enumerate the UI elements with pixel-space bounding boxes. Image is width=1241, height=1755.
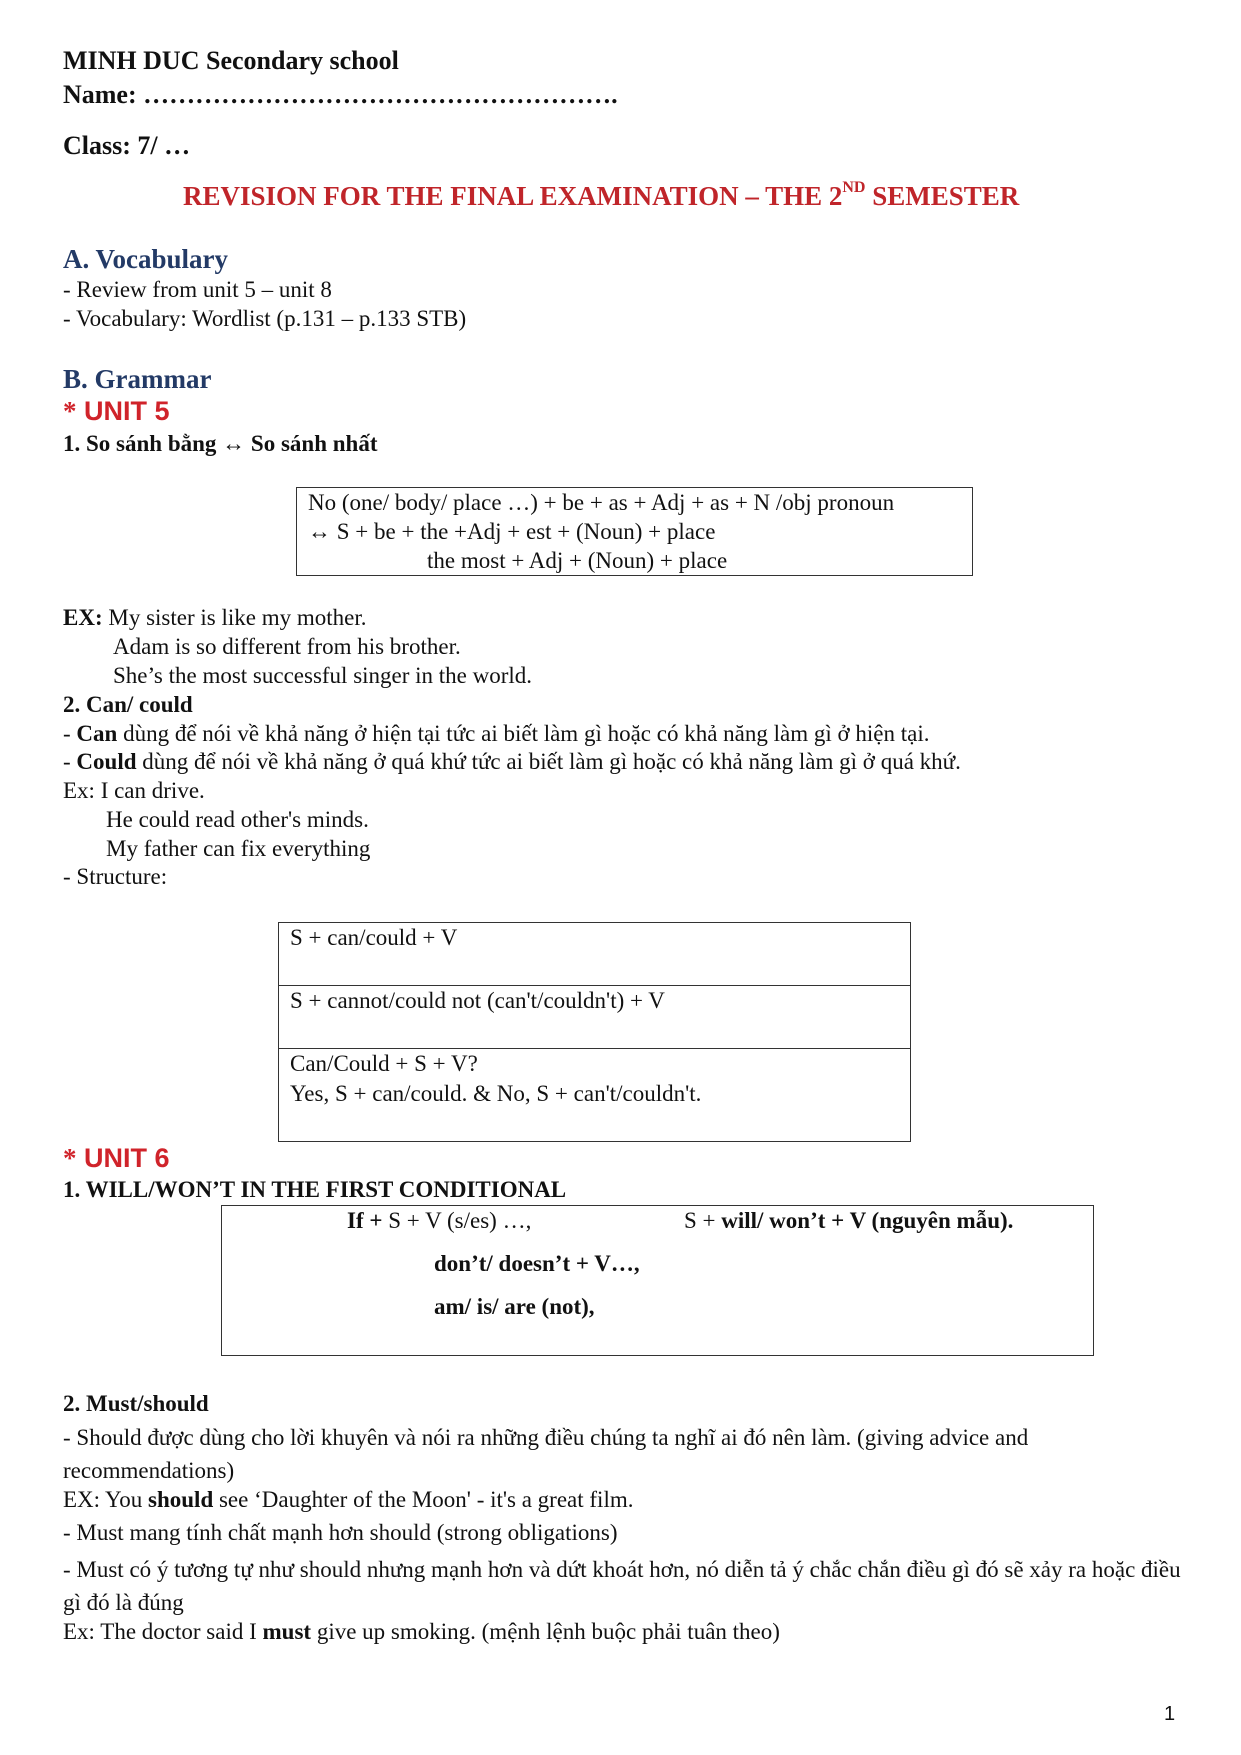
can-explanation bbox=[63, 721, 930, 747]
can-example-3: My father can fix everything bbox=[106, 836, 371, 861]
title-main: REVISION FOR THE FINAL EXAMINATION – THE 2 bbox=[183, 181, 843, 211]
page-title bbox=[183, 181, 1019, 212]
school-name: MINH DUC Secondary school bbox=[63, 46, 399, 75]
must-ex-post: give up smoking. (mệnh lệnh buộc phải tuân theo) bbox=[311, 1619, 780, 1644]
can-word: Can bbox=[76, 721, 118, 746]
name-line bbox=[63, 80, 618, 110]
could-text: dùng để nói về khả năng ở quá khứ tức ai biết làm gì hoặc có khả năng làm gì ở quá khứ. bbox=[136, 749, 961, 774]
conditional-negative: don’t/ doesn’t + V…, bbox=[434, 1251, 640, 1276]
result-rest: will/ won’t + V (nguyên mẫu). bbox=[721, 1208, 1014, 1233]
structure-short-answer: Yes, S + can/could. & No, S + can't/couldn't. bbox=[290, 1081, 702, 1106]
should-explanation: - Should được dùng cho lời khuyên và nói ra những điều chúng ta nghĩ ai đó nên làm. (giving advice and recommendations) bbox=[63, 1425, 1029, 1483]
conditional-formula-box bbox=[221, 1205, 1094, 1356]
formula-line-2: ↔ S + be + the +Adj + est + (Noun) + place bbox=[308, 519, 716, 544]
can-could-heading: 2. Can/ could bbox=[63, 692, 193, 717]
can-dash: - bbox=[63, 721, 77, 746]
must-example bbox=[63, 1619, 780, 1645]
structure-negative: S + cannot/could not (can't/couldn't) + V bbox=[290, 988, 665, 1013]
structure-question: Can/Could + S + V? bbox=[290, 1051, 478, 1076]
example-line-3: She’s the most successful singer in the world. bbox=[113, 663, 533, 688]
vocab-line-2: - Vocabulary: Wordlist (p.131 – p.133 STB) bbox=[63, 306, 467, 331]
should-ex-bold: should bbox=[148, 1487, 214, 1512]
can-structure-table bbox=[278, 922, 911, 1142]
unit5-heading bbox=[63, 396, 170, 427]
conditional-if-clause bbox=[347, 1208, 531, 1234]
example-line-2: Adam is so different from his brother. bbox=[113, 634, 461, 659]
example-line-1 bbox=[63, 605, 366, 631]
conditional-be: am/ is/ are (not), bbox=[434, 1294, 595, 1319]
unit6-heading bbox=[63, 1143, 170, 1174]
can-example-1: Ex: I can drive. bbox=[63, 778, 205, 803]
ex-label: EX: bbox=[63, 605, 103, 630]
structure-label: - Structure: bbox=[63, 864, 168, 889]
page-number: 1 bbox=[1164, 1703, 1176, 1725]
result-subject: S + bbox=[684, 1208, 722, 1233]
vocabulary-heading: A. Vocabulary bbox=[63, 244, 229, 274]
should-example bbox=[63, 1487, 633, 1513]
title-sup: ND bbox=[842, 179, 866, 196]
should-ex-pre: EX: You bbox=[63, 1487, 149, 1512]
comparison-heading: 1. So sánh bằng ↔ So sánh nhất bbox=[63, 431, 378, 456]
formula-line-3: the most + Adj + (Noun) + place bbox=[427, 548, 728, 573]
vocab-line-1: - Review from unit 5 – unit 8 bbox=[63, 277, 332, 302]
must-explanation-1: - Must mang tính chất mạnh hơn should (strong obligations) bbox=[63, 1520, 618, 1545]
ex-text-1: My sister is like my mother. bbox=[102, 605, 367, 630]
could-dash: - bbox=[63, 749, 77, 774]
structure-row-affirmative bbox=[279, 923, 910, 986]
conditional-result-clause bbox=[684, 1208, 1013, 1234]
formula-line-1: No (one/ body/ place …) + be + as + Adj + as + N /obj pronoun bbox=[308, 490, 895, 515]
unit5-label: UNIT 5 bbox=[76, 396, 170, 426]
must-should-heading: 2. Must/should bbox=[63, 1391, 209, 1416]
conditional-heading: 1. WILL/WON’T IN THE FIRST CONDITIONAL bbox=[63, 1177, 567, 1202]
could-explanation bbox=[63, 749, 961, 775]
unit6-label: UNIT 6 bbox=[76, 1143, 170, 1173]
must-explanation-2: - Must có ý tương tự như should nhưng mạnh hơn và dứt khoát hơn, nó diễn tả ý chắc chắn điều gì đó sẽ xảy ra hoặc điều gì đó là đúng bbox=[63, 1557, 1181, 1615]
can-text: dùng để nói về khả năng ở hiện tại tức ai biết làm gì hoặc có khả năng làm gì ở hiện tại. bbox=[117, 721, 930, 746]
structure-row-negative bbox=[279, 986, 910, 1049]
unit6-star: * bbox=[63, 1143, 77, 1173]
grammar-heading: B. Grammar bbox=[63, 364, 212, 394]
if-clause-rest: S + V (s/es) …, bbox=[382, 1208, 532, 1233]
if-word: If + bbox=[347, 1208, 383, 1233]
unit5-star: * bbox=[63, 396, 77, 426]
could-word: Could bbox=[76, 749, 137, 774]
must-ex-bold: must bbox=[262, 1619, 312, 1644]
comparison-formula-box bbox=[296, 487, 973, 576]
can-example-2: He could read other's minds. bbox=[106, 807, 369, 832]
must-ex-pre: Ex: The doctor said I bbox=[63, 1619, 263, 1644]
title-tail: SEMESTER bbox=[865, 181, 1020, 211]
should-ex-post: see ‘Daughter of the Moon' - it's a great film. bbox=[213, 1487, 634, 1512]
name-label: Name: bbox=[63, 80, 137, 109]
name-dots: ………………………………………………. bbox=[143, 80, 618, 109]
class-line: Class: 7/ … bbox=[63, 131, 191, 160]
structure-affirmative: S + can/could + V bbox=[290, 925, 458, 950]
